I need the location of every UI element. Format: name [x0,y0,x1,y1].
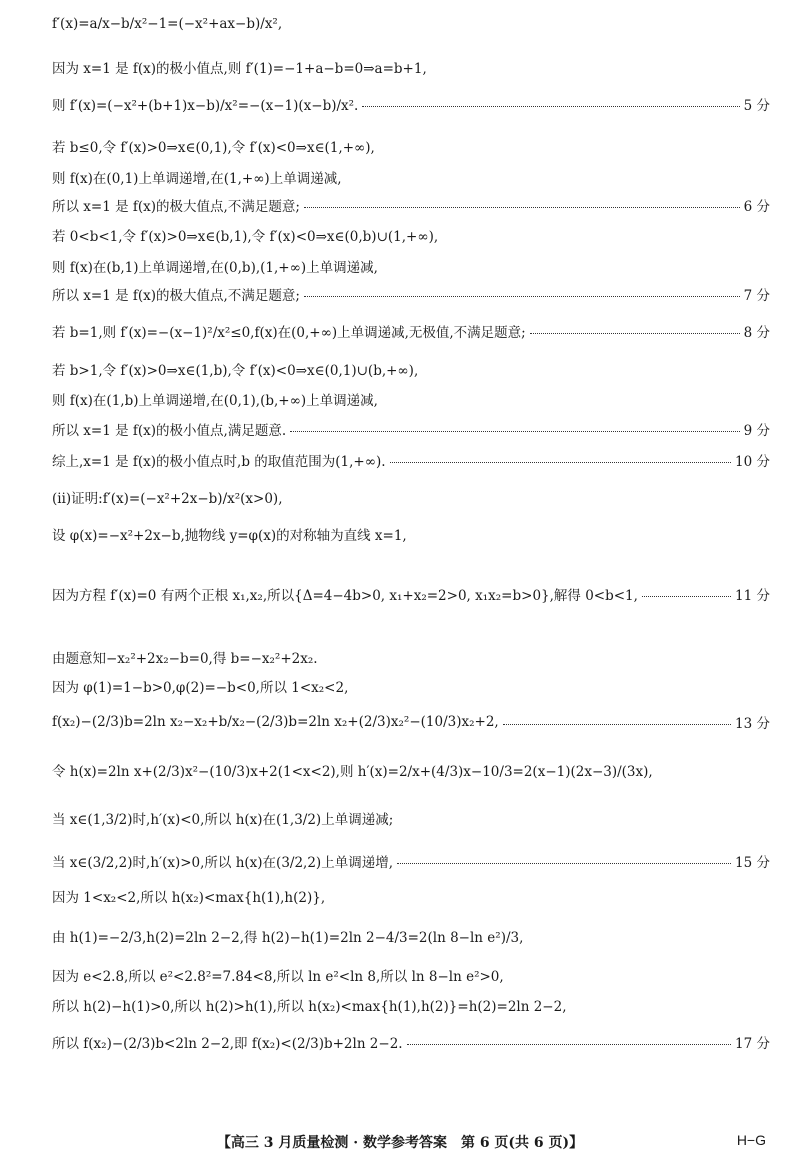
score-mark: 5 分 [743,98,770,114]
solution-line [52,94,770,114]
solution-line [52,851,770,871]
score-leader-dots [290,431,739,432]
line-text: 若 b=1,则 f′(x)=−(x−1)²/x²≤0,f(x)在(0,+∞)上单调递减,无极值,不满足题意; [52,325,526,341]
score-mark: 8 分 [743,325,770,341]
score-mark: 15 分 [735,855,770,871]
score-leader-dots [407,1044,731,1045]
solution-line [52,760,770,780]
score-mark: 17 分 [735,1036,770,1052]
score-leader-dots [390,462,731,463]
solution-line [52,995,770,1015]
solution-line [52,450,770,470]
solution-line [52,321,770,341]
score-leader-dots [642,596,731,597]
line-text: 由 h(1)=−2/3,h(2)=2ln 2−2,得 h(2)−h(1)=2ln 2−4/3=2(ln 8−ln e²)/3, [52,930,524,946]
score-mark: 7 分 [743,288,770,304]
solution-line [52,926,770,946]
solution-line [52,389,770,409]
score-leader-dots [530,333,740,334]
score-mark: 11 分 [735,588,770,604]
solution-line [52,965,770,985]
score-leader-dots [304,207,740,208]
score-leader-dots [397,863,731,864]
line-text: 则 f′(x)=(−x²+(b+1)x−b)/x²=−(x−1)(x−b)/x². [52,98,359,114]
line-text: 设 φ(x)=−x²+2x−b,抛物线 y=φ(x)的对称轴为直线 x=1, [52,528,407,544]
line-text: 所以 h(2)−h(1)>0,所以 h(2)>h(1),所以 h(x₂)<max{h(1),h(2)}=h(2)=2ln 2−2, [52,999,567,1015]
line-text: 因为方程 f′(x)=0 有两个正根 x₁,x₂,所以{Δ=4−4b>0, x₁+x₂=2>0, x₁x₂=b>0},解得 0<b<1, [52,588,638,604]
score-mark: 13 分 [735,716,770,732]
footer-code: H−G [736,1132,766,1148]
line-text: 所以 x=1 是 f(x)的极小值点,满足题意. [52,423,287,439]
line-text: 则 f(x)在(0,1)上单调递增,在(1,+∞)上单调递减, [52,171,342,187]
line-text: 综上,x=1 是 f(x)的极小值点时,b 的取值范围为(1,+∞). [52,454,386,470]
solution-line [52,16,770,32]
line-text: 当 x∈(1,3/2)时,h′(x)<0,所以 h(x)在(1,3/2)上单调递减; [52,812,394,828]
line-text: 因为 e<2.8,所以 e²<2.8²=7.84<8,所以 ln e²<ln 8,所以 ln 8−ln e²>0, [52,969,504,985]
line-text: f(x₂)−(2/3)b=2ln x₂−x₂+b/x₂−(2/3)b=2ln x₂+(2/3)x₂²−(10/3)x₂+2, [52,714,499,730]
solution-line [52,886,770,906]
line-text: 因为 x=1 是 f(x)的极小值点,则 f′(1)=−1+a−b=0⇒a=b+1, [52,61,427,77]
line-text: 若 b≤0,令 f′(x)>0⇒x∈(0,1),令 f′(x)<0⇒x∈(1,+∞), [52,140,375,156]
line-text: 由题意知−x₂²+2x₂−b=0,得 b=−x₂²+2x₂. [52,651,318,667]
score-mark: 9 分 [743,423,770,439]
solution-line [52,225,770,245]
footer-title: 【高三 3 月质量检测 · 数学参考答案 第 6 页(共 6 页)】 [216,1135,584,1151]
line-text: 令 h(x)=2ln x+(2/3)x²−(10/3)x+2(1<x<2),则 h′(x)=2/x+(4/3)x−10/3=2(x−1)(2x−3)/(3x), [52,764,653,780]
line-text: (ⅱ)证明:f′(x)=(−x²+2x−b)/x²(x>0), [52,491,283,507]
solution-line [52,284,770,304]
line-text: 因为 φ(1)=1−b>0,φ(2)=−b<0,所以 1<x₂<2, [52,680,349,696]
solution-line [52,524,770,544]
solution-line [52,1032,770,1052]
solution-line [52,256,770,276]
solution-line [52,712,770,732]
line-text: 则 f(x)在(b,1)上单调递增,在(0,b),(1,+∞)上单调递减, [52,260,378,276]
line-text: 因为 1<x₂<2,所以 h(x₂)<max{h(1),h(2)}, [52,890,326,906]
solution-line [52,676,770,696]
line-text: 若 0<b<1,令 f′(x)>0⇒x∈(b,1),令 f′(x)<0⇒x∈(0,b)∪(1,+∞), [52,229,439,245]
line-text: 所以 x=1 是 f(x)的极大值点,不满足题意; [52,199,300,215]
score-mark: 10 分 [735,454,770,470]
solution-line [52,584,770,604]
score-leader-dots [362,106,739,107]
score-leader-dots [503,724,731,725]
line-text: 若 b>1,令 f′(x)>0⇒x∈(1,b),令 f′(x)<0⇒x∈(0,1)∪(b,+∞), [52,363,419,379]
solution-line [52,359,770,379]
solution-line [52,136,770,156]
line-text: 所以 f(x₂)−(2/3)b<2ln 2−2,即 f(x₂)<(2/3)b+2ln 2−2. [52,1036,403,1052]
solution-line [52,167,770,187]
solution-line [52,57,770,77]
solution-line [52,487,770,507]
solution-line [52,419,770,439]
line-text: 所以 x=1 是 f(x)的极大值点,不满足题意; [52,288,300,304]
line-text: f′(x)=a/x−b/x²−1=(−x²+ax−b)/x², [52,16,283,32]
solution-line [52,647,770,667]
solution-line [52,195,770,215]
line-text: 当 x∈(3/2,2)时,h′(x)>0,所以 h(x)在(3/2,2)上单调递增, [52,855,393,871]
score-mark: 6 分 [743,199,770,215]
solution-line [52,808,770,828]
line-text: 则 f(x)在(1,b)上单调递增,在(0,1),(b,+∞)上单调递减, [52,393,378,409]
score-leader-dots [304,296,740,297]
